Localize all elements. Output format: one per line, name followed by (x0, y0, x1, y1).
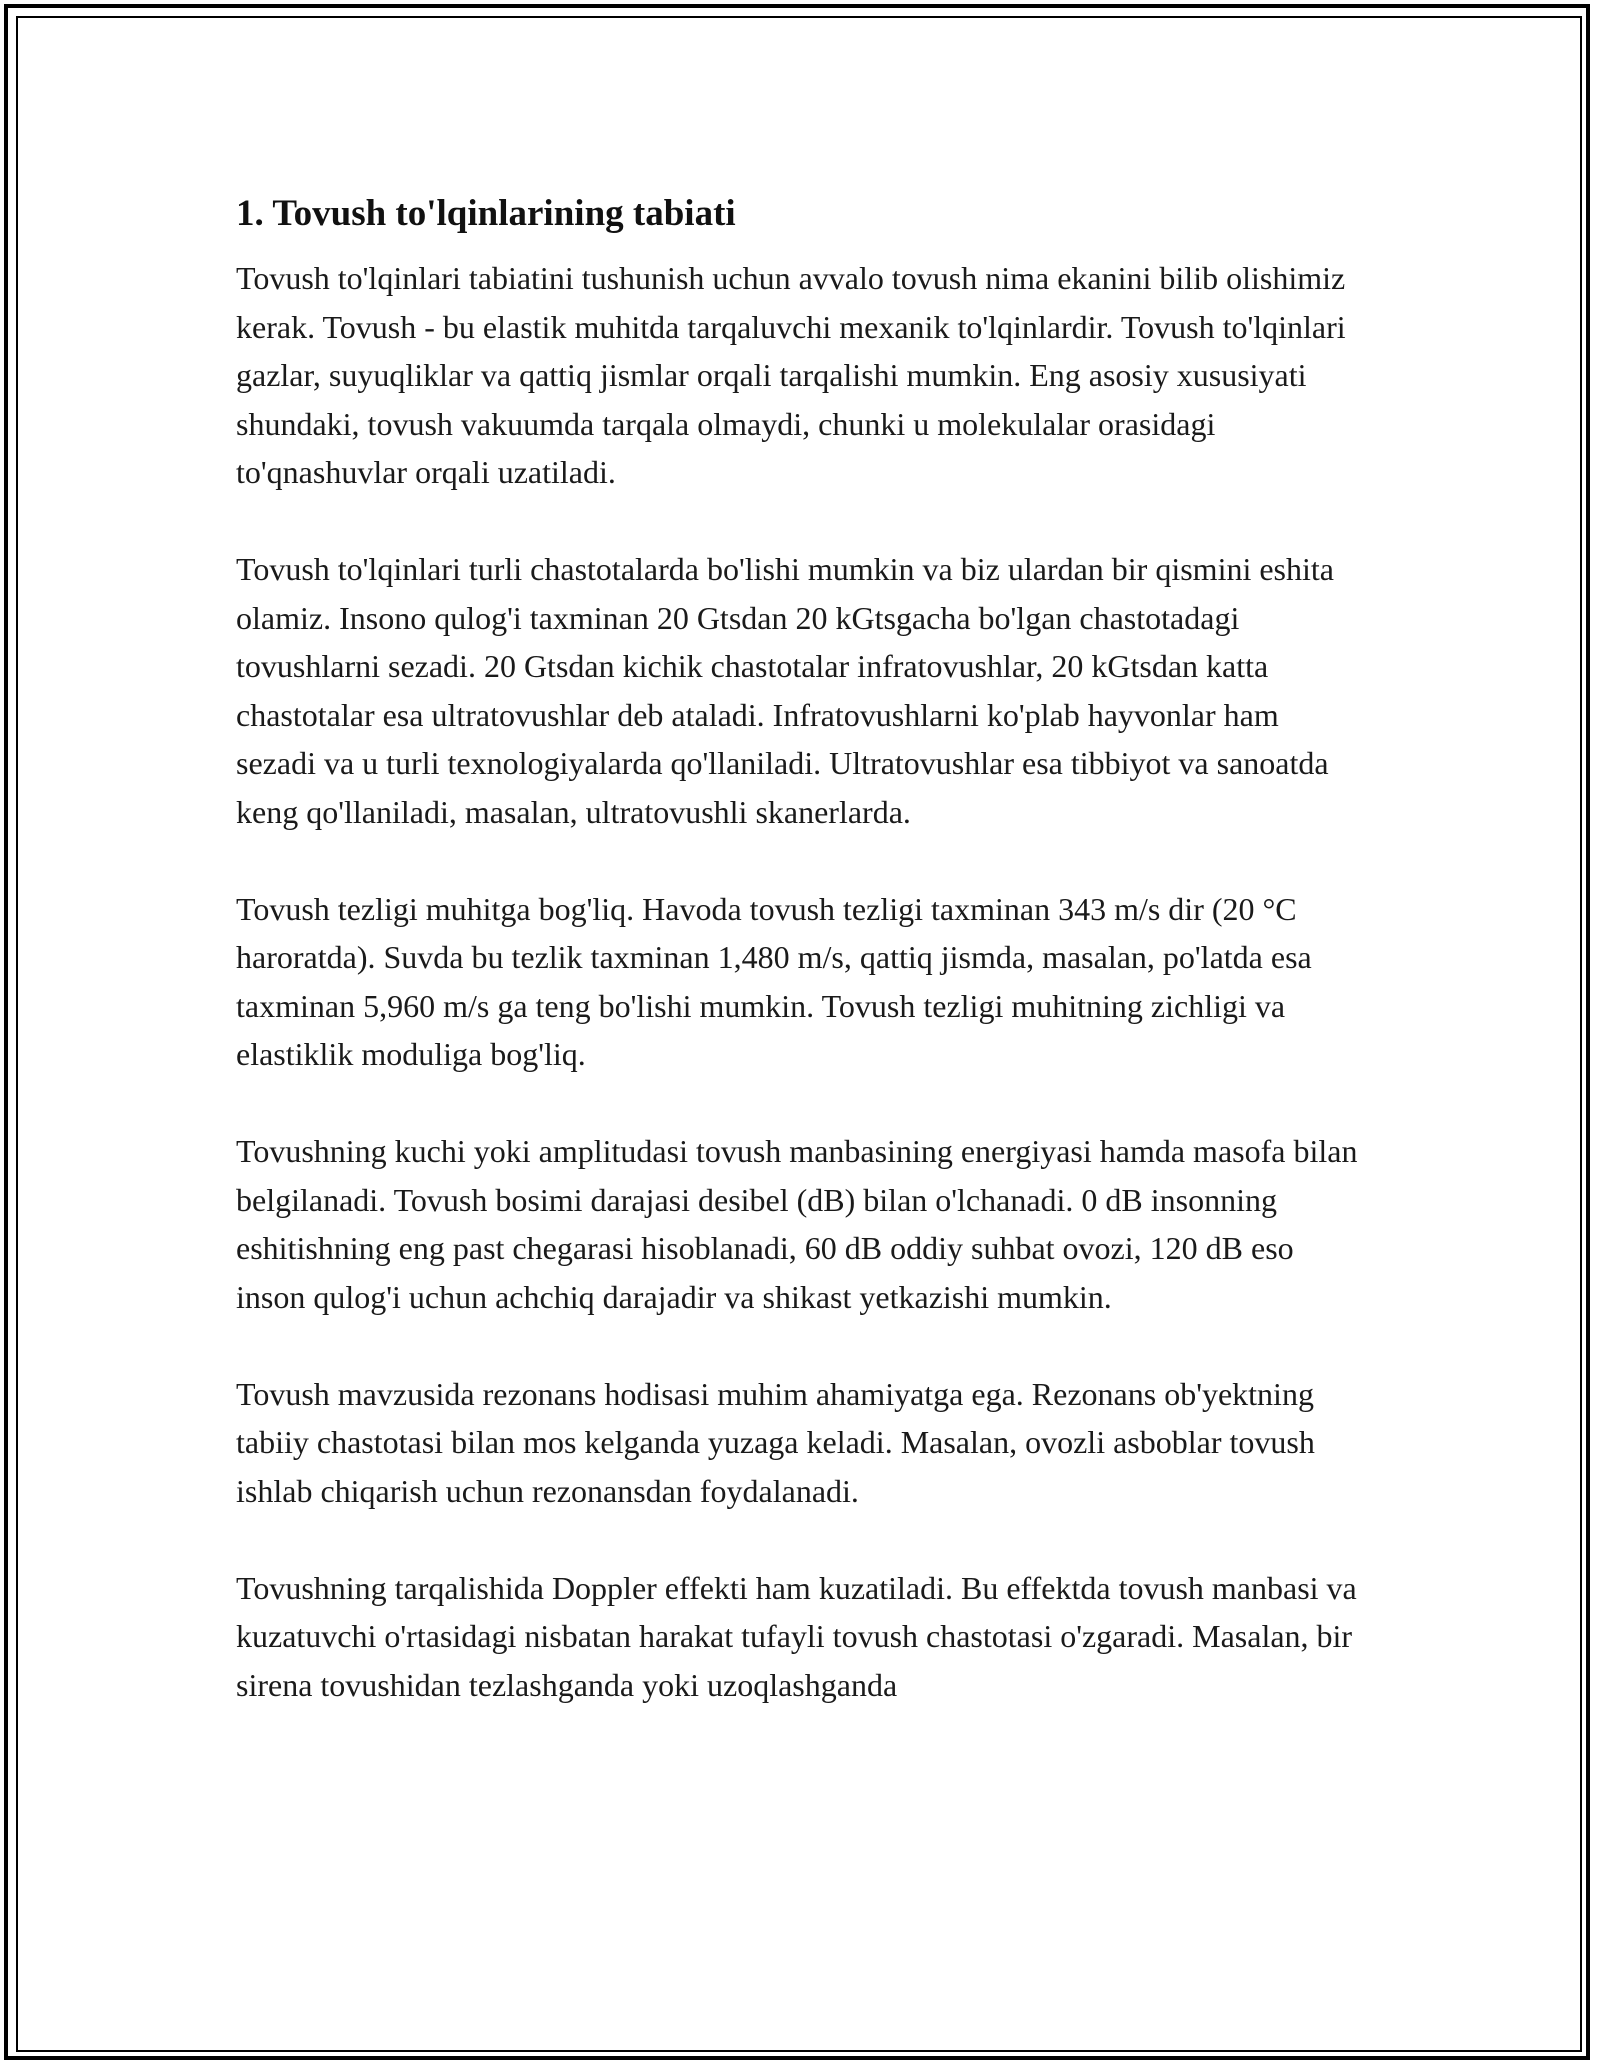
paragraph-resonance: Tovush mavzusida rezonans hodisasi muhim ahamiyatga ega. Rezonans ob'yektning tabiiy chastotasi bilan mos kelganda yuzaga keladi. Masalan, ovozli asboblar tovush ishlab chiqarish uchun rezonansdan foydalanadi. (236, 1375, 1315, 1509)
paragraph-sound-nature: Tovush to'lqinlari tabiatini tushunish uchun avvalo tovush nima ekanini bilib olishimiz kerak. Tovush - bu elastik muhitda tarqaluvchi mexanik to'lqinlardir. Tovush to'lqinlari gazlar, suyuqliklar va qattiq jismlar orqali tarqalishi mumkin. Eng asosiy xususiyati shundaki, tovush vakuumda tarqala olmaydi, chunki u molekulalar orasidagi to'qnashuvlar orqali uzatiladi. (236, 260, 1346, 490)
document-body (236, 184, 1366, 1758)
paragraph-sound-speed: Tovush tezligi muhitga bog'liq. Havoda tovush tezligi taxminan 343 m/s dir (20 °C haroratda). Suvda bu tezlik taxminan 1,480 m/s, qattiq jismda, masalan, po'latda esa taxminan 5,960 m/s ga teng bo'lishi mumkin. Tovush tezligi muhitning zichligi va elastiklik moduliga bog'liq. (236, 890, 1312, 1072)
paragraph-amplitude-decibel: Tovushning kuchi yoki amplitudasi tovush manbasining energiyasi hamda masofa bilan belgilanadi. Tovush bosimi darajasi desibel (dB) bilan o'lchanadi. 0 dB insonning eshitishning eng past chegarasi hisoblanadi, 60 dB oddiy suhbat ovozi, 120 dB eso inson qulog'i uchun achchiq darajadir va shikast yetkazishi mumkin. (236, 1133, 1358, 1315)
paragraph-doppler-effect: Tovushning tarqalishida Doppler effekti ham kuzatiladi. Bu effektda tovush manbasi va kuzatuvchi o'rtasidagi nisbatan harakat tufayli tovush chastotasi o'zgaradi. Masalan, bir sirena tovushidan tezlashganda yoki uzoqlashganda (236, 1569, 1357, 1703)
paragraph-frequencies: Tovush to'lqinlari turli chastotalarda bo'lishi mumkin va biz ulardan bir qismini eshita olamiz. Insono qulog'i taxminan 20 Gtsdan 20 kGtsgacha bo'lgan chastotadagi tovushlarni sezadi. 20 Gtsdan kichik chastotalar infratovushlar, 20 kGtsdan katta chastotalar esa ultratovushlar deb ataladi. Infratovushlarni ko'plab hayvonlar ham sezadi va u turli texnologiyalarda qo'llaniladi. Ultratovushlar esa tibbiyot va sanoatda keng qo'llaniladi, masalan, ultratovushli skanerlarda. (236, 551, 1334, 830)
section-heading: 1. Tovush to'lqinlarining tabiati (236, 193, 736, 234)
